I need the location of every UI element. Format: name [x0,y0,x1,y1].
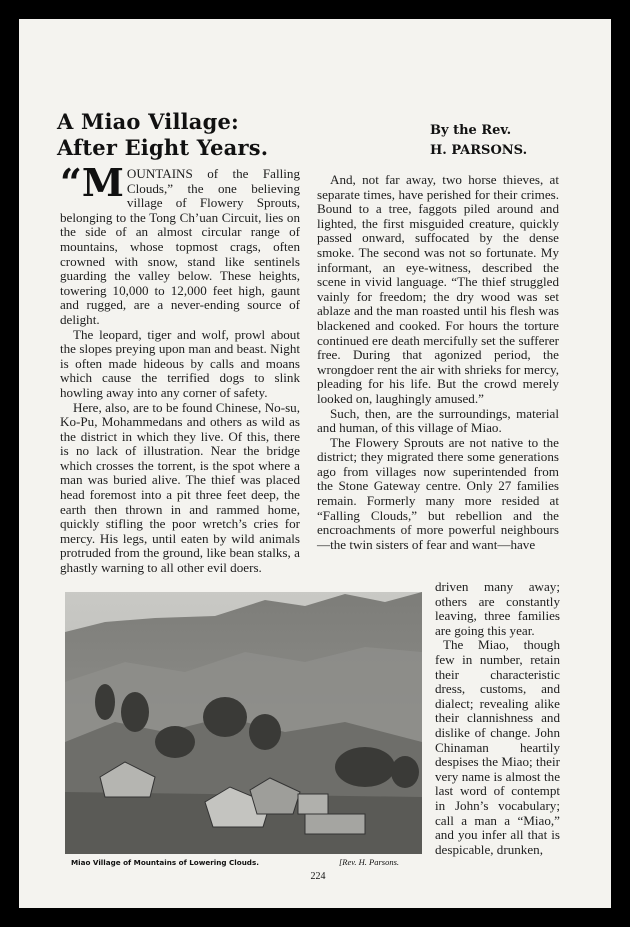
village-photograph [65,592,422,854]
byline-author: H. PARSONS. [430,143,528,158]
figure-credit: [Rev. H. Parsons. [339,857,400,867]
title-line-2: After Eight Years. [57,135,269,160]
paragraph-text: OUNTAINS of the Falling Clouds,” the one believing village of Flowery Sprouts, belonging to the Tong Ch’uan Circuit, lies on the side of an almost circular range of mountains, whose topmost crags, often crowned with snow, stand like sentinels guarding the valley below. These heights, towering 10,000 to 12,000 feet high, gaunt and rugged, are a never-ending source of delight. [60,166,300,327]
byline [430,121,600,161]
article-title [57,109,357,161]
paragraph: The leopard, tiger and wolf, prowl about the slopes preying upon man and beast. Night is often made hideous by calls and moans which cause the terrified dogs to slink howling away into any corner of safety. [60,326,300,400]
paragraph: The Miao, though few in number, retain their characteristic dress, customs, and dialect; revealing alike their clannishness and dislike of change. John Chinaman heartily despises the Miao; their very name is almost the last word of contempt in John’s vocabulary; call a man a “Miao,” and you infer all that is despicable, drunken, [435,637,560,857]
paragraph: Here, also, are to be found Chinese, No-su, Ko-Pu, Mohammedans and others as wild as the district in which they live. Of this, there is no lack of illustration. Near the bridge which crosses the torrent, is the spot where a man was buried alive. The thief was placed head foremost into a pit three feet deep, the earth then thrown in and rammed home, quickly stifling the poor wretch’s cries for mercy. His legs, until eaten by wild animals protruded from the ground, like bean stalks, a ghastly warning to all other evil doers. [60,399,300,576]
paragraph: driven many away; others are constantly leaving, three families are going this year. [435,579,560,638]
magazine-page [19,19,611,908]
paragraph: And, not far away, two horse thieves, at separate times, have perished for their crimes. Bound to a tree, faggots piled around and lighted, the first misguided creature, quickly passed onward, suffocated by the dense smoke. The second was not so fortunate. My informant, an eye-witness, described the scene in vivid language. “The thief struggled vainly for freedom; the dry wood was set ablaze and the man roasted until his flesh was blackened and cooked. For hours the torture continued ere death mercifully set the sufferer free. During that agonized period, the wrongdoer rent the air with shrieks for mercy, pleading for his life. But the crowd merely looked on, laughingly amused.” [317,172,559,406]
byline-line-1: By the Rev. [430,123,512,138]
title-line-1: A Miao Village: [57,109,240,134]
photo-illustration [65,592,422,854]
paragraph: Such, then, are the surroundings, material and human, of this village of Miao. [317,405,559,436]
narrow-column [435,580,560,857]
figure-caption: Miao Village of Mountains of Lowering Clouds. [71,858,259,867]
paragraph [60,160,300,328]
page-number: 224 [310,871,326,882]
paragraph: The Flowery Sprouts are not native to the district; they migrated there some generations ago from villages now superintended from the Stone Gateway centre. Only 27 families remain. Formerly many more resided at “Falling Clouds,” but rebellion and the encroachments of more powerful neighbours—the twin sisters of fear and want—have [317,434,559,552]
left-column [60,160,300,576]
right-column [317,173,559,552]
drop-cap: “M [60,160,124,205]
